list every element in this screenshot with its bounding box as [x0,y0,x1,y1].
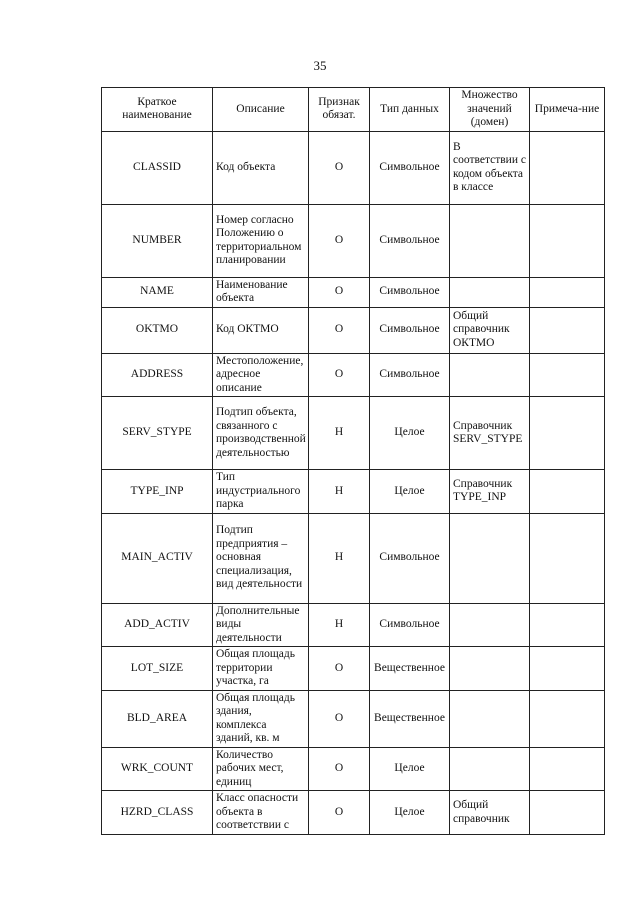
cell-domain [450,277,530,307]
cell-short-name: TYPE_INP [102,470,213,514]
cell-required: Н [309,470,370,514]
cell-domain [450,603,530,647]
cell-description: Дополнительные виды деятельности [213,603,309,647]
cell-required: О [309,747,370,791]
cell-short-name: CLASSID [102,131,213,204]
cell-description: Общая площадь территории участка, га [213,647,309,691]
cell-data-type: Вещественное [370,690,450,747]
header-domain: Множество значений (домен) [450,88,530,132]
table-row [102,307,605,353]
table-row [102,397,605,470]
cell-required: Н [309,397,370,470]
table-row [102,603,605,647]
cell-note [530,647,605,691]
table-row [102,690,605,747]
cell-description: Местоположение, адресное описание [213,353,309,397]
cell-short-name: NAME [102,277,213,307]
cell-required: О [309,277,370,307]
page-number: 35 [313,58,327,73]
cell-short-name: NUMBER [102,204,213,277]
cell-domain [450,204,530,277]
cell-short-name: MAIN_ACTIV [102,513,213,603]
cell-domain: Справочник TYPE_INP [450,470,530,514]
cell-data-type: Целое [370,397,450,470]
cell-description: Номер согласно Положению о территориальном планировании [213,204,309,277]
cell-data-type: Символьное [370,307,450,353]
cell-short-name: ADDRESS [102,353,213,397]
cell-required: О [309,647,370,691]
cell-data-type: Целое [370,791,450,835]
cell-data-type: Символьное [370,131,450,204]
table-row [102,131,605,204]
cell-description: Подтип объекта, связанного с производственной деятельностью [213,397,309,470]
cell-required: О [309,791,370,835]
cell-note [530,397,605,470]
cell-required: О [309,204,370,277]
cell-note [530,353,605,397]
header-required: Признак обязат. [309,88,370,132]
cell-data-type: Вещественное [370,647,450,691]
cell-domain [450,353,530,397]
cell-short-name: WRK_COUNT [102,747,213,791]
cell-short-name: HZRD_CLASS [102,791,213,835]
cell-description: Наименование объекта [213,277,309,307]
table-row [102,204,605,277]
table-row [102,353,605,397]
cell-description: Количество рабочих мест, единиц [213,747,309,791]
cell-description: Тип индустриального парка [213,470,309,514]
cell-short-name: BLD_AREA [102,690,213,747]
cell-note [530,470,605,514]
cell-domain [450,647,530,691]
cell-required: О [309,131,370,204]
cell-note [530,791,605,835]
cell-note [530,204,605,277]
cell-required: О [309,307,370,353]
header-note: Примеча-ние [530,88,605,132]
table-row [102,747,605,791]
table-row [102,513,605,603]
cell-note [530,131,605,204]
cell-data-type: Символьное [370,513,450,603]
cell-note [530,277,605,307]
table-row [102,647,605,691]
cell-short-name: LOT_SIZE [102,647,213,691]
cell-domain: В соответствии с кодом объекта в классе [450,131,530,204]
attribute-table [101,87,605,835]
cell-domain [450,513,530,603]
cell-domain: Общий справочник ОКТМО [450,307,530,353]
cell-note [530,307,605,353]
cell-required: О [309,690,370,747]
cell-domain [450,690,530,747]
cell-data-type: Целое [370,470,450,514]
cell-description: Подтип предприятия – основная специализация, вид деятельности [213,513,309,603]
table-row [102,791,605,835]
table-header-row [102,88,605,132]
cell-domain [450,747,530,791]
cell-note [530,747,605,791]
cell-data-type: Целое [370,747,450,791]
cell-required: Н [309,603,370,647]
cell-description: Общая площадь здания, комплекса зданий, кв. м [213,690,309,747]
cell-description: Класс опасности объекта в соответствии с [213,791,309,835]
cell-note [530,513,605,603]
header-data-type: Тип данных [370,88,450,132]
table-row [102,277,605,307]
cell-short-name: SERV_STYPE [102,397,213,470]
cell-note [530,603,605,647]
cell-data-type: Символьное [370,603,450,647]
cell-short-name: ADD_ACTIV [102,603,213,647]
cell-required: Н [309,513,370,603]
cell-description: Код объекта [213,131,309,204]
header-name: Краткое наименование [102,88,213,132]
cell-data-type: Символьное [370,353,450,397]
cell-data-type: Символьное [370,204,450,277]
header-description: Описание [213,88,309,132]
cell-note [530,690,605,747]
cell-domain: Справочник SERV_STYPE [450,397,530,470]
cell-domain: Общий справочник [450,791,530,835]
cell-short-name: OKTMO [102,307,213,353]
cell-required: О [309,353,370,397]
table-row [102,470,605,514]
cell-data-type: Символьное [370,277,450,307]
cell-description: Код ОКТМО [213,307,309,353]
